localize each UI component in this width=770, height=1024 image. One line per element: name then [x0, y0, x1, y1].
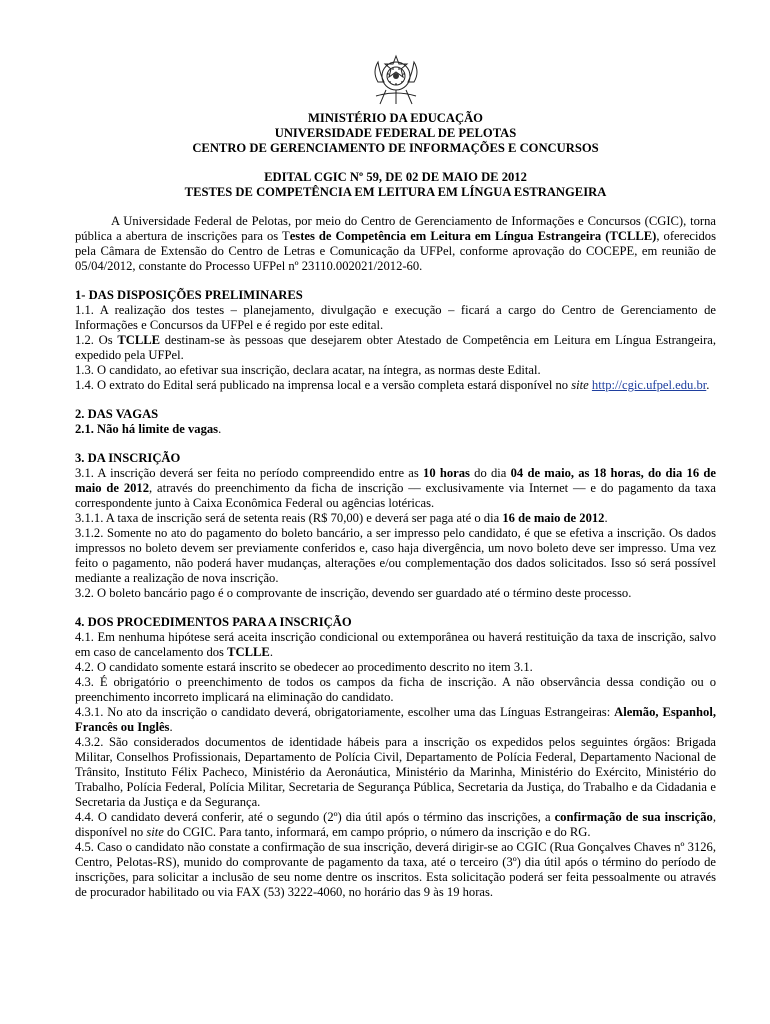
item-1-2: 1.2. Os TCLLE destinam-se às pessoas que desejarem obter Atestado de Competência em Leitura em Língua Estrangeira, expedido pela UFPel. [75, 333, 716, 362]
university-heading: UNIVERSIDADE FEDERAL DE PELOTAS [274, 126, 517, 140]
item-4-5: 4.5. Caso o candidato não constate a confirmação de sua inscrição, deverá dirigir-se ao CGIC (Rua Gonçalves Chaves nº 3126, Centro, Pelotas-RS), munido do comprovante de pagamento da taxa, até o terceiro (3º) dia útil após o término do período de inscrições, para solicitar a inclusão de seu nome dentre os inscritos. Esta solicitação poderá ser feita pessoalmente ou através de procurador habilitado ou via FAX (53) 3222-4060, no horário das 9 às 19 horas. [75, 840, 716, 899]
item-4-1: 4.1. Em nenhuma hipótese será aceita inscrição condicional ou extemporânea ou haverá restituição da taxa de inscrição, salvo em caso de cancelamento dos TCLLE. [75, 630, 716, 659]
item-4-3-2: 4.3.2. São considerados documentos de identidade hábeis para a inscrição os expedidos pelos seguintes órgãos: Brigada Militar, Conselhos Profissionais, Departamento de Polícia Civil, Departamento de Polícia Federal, Departamento Nacional de Trânsito, Instituto Félix Pacheco, Ministério da Aeronáutica, Ministério da Marinha, Ministério do Exército, Ministério do Trabalho, Polícia Federal, Polícia Militar, Secretaria de Segurança Pública, Secretaria da Justiça, do Trabalho e da Cidadania e Secretaria da Justiça e da Segurança. [75, 735, 716, 809]
cgic-site-link[interactable]: http://cgic.ufpel.edu.br [591, 378, 707, 392]
item-3-1-1: 3.1.1. A taxa de inscrição será de setenta reais (R$ 70,00) e deverá ser paga até o dia 16 de maio de 2012. [75, 511, 608, 525]
item-3-1: 3.1. A inscrição deverá ser feita no período compreendido entre as 10 horas do dia 04 de maio, as 18 horas, do dia 16 de maio de 2012, através do preenchimento da ficha de inscrição –– exclusivamente via Internet –– e do pagamento da taxa correspondente junto à Caixa Econômica Federal ou agências lotéricas. [75, 466, 716, 510]
item-1-4: 1.4. O extrato do Edital será publicado na imprensa local e a versão completa estará disponível no site http://cgic.ufpel.edu.br. [75, 378, 710, 392]
item-4-2: 4.2. O candidato somente estará inscrito se obedecer ao procedimento descrito no item 3.1. [75, 660, 533, 674]
item-3-1-2: 3.1.2. Somente no ato do pagamento do boleto bancário, a ser impresso pelo candidato, é que se efetiva a inscrição. Os dados impressos no boleto devem ser previamente conferidos e, caso haja divergência, um novo boleto deve ser impresso. Uma vez feito o pagamento, não poderá haver mudanças, alterações e/ou complementação dos dados solicitados. Isso só será possível mediante a realização de nova inscrição. [75, 526, 716, 585]
section-3-title: 3. DA INSCRIÇÃO [75, 451, 181, 465]
item-4-3: 4.3. É obrigatório o preenchimento de todos os campos da ficha de inscrição. A não observância dessa condição ou o preenchimento incorreto implicará na eliminação do candidato. [75, 675, 716, 704]
section-1-title: 1- DAS DISPOSIÇÕES PRELIMINARES [75, 288, 303, 302]
edital-subtitle: TESTES DE COMPETÊNCIA EM LEITURA EM LÍNGUA ESTRANGEIRA [184, 185, 607, 199]
item-1-1: 1.1. A realização dos testes – planejamento, divulgação e execução – ficará a cargo do Centro de Gerenciamento de Informações e Concursos da UFPel e é regido por este edital. [75, 303, 716, 332]
intro-paragraph: A Universidade Federal de Pelotas, por meio do Centro de Gerenciamento de Informações e Concursos (CGIC), torna pública a abertura de inscrições para os Testes de Competência em Leitura em Língua Estrangeira (TCLLE), oferecidos pela Câmara de Extensão do Centro de Letras e Comunicação da UFPel, conforme aprovação do COCEPE, em reunião de 05/04/2012, constante do Processo UFPel nº 23110.002021/2012-60. [75, 214, 716, 273]
item-2-1: 2.1. Não há limite de vagas. [75, 422, 222, 436]
edital-title: EDITAL CGIC Nº 59, DE 02 DE MAIO DE 2012 [264, 170, 527, 184]
item-3-2: 3.2. O boleto bancário pago é o comprovante de inscrição, devendo ser guardado até o término deste processo. [75, 586, 632, 600]
section-4-title: 4. DOS PROCEDIMENTOS PARA A INSCRIÇÃO [75, 615, 352, 629]
ministry-heading: MINISTÉRIO DA EDUCAÇÃO [308, 111, 483, 125]
item-1-3: 1.3. O candidato, ao efetivar sua inscrição, declara acatar, na íntegra, as normas deste Edital. [75, 363, 541, 377]
item-4-4: 4.4. O candidato deverá conferir, até o segundo (2º) dia útil após o término das inscrições, a confirmação de sua inscrição, disponível no site do CGIC. Para tanto, informará, em campo próprio, o número da inscrição e do RG. [75, 810, 716, 839]
item-4-3-1: 4.3.1. No ato da inscrição o candidato deverá, obrigatoriamente, escolher uma das Línguas Estrangeiras: Alemão, Espanhol, Francês ou Inglês. [75, 705, 716, 734]
document-page [75, 52, 716, 900]
section-2-title: 2. DAS VAGAS [75, 407, 159, 421]
brazil-coat-of-arms-icon [366, 52, 426, 108]
center-heading: CENTRO DE GERENCIAMENTO DE INFORMAÇÕES E CONCURSOS [192, 141, 599, 155]
